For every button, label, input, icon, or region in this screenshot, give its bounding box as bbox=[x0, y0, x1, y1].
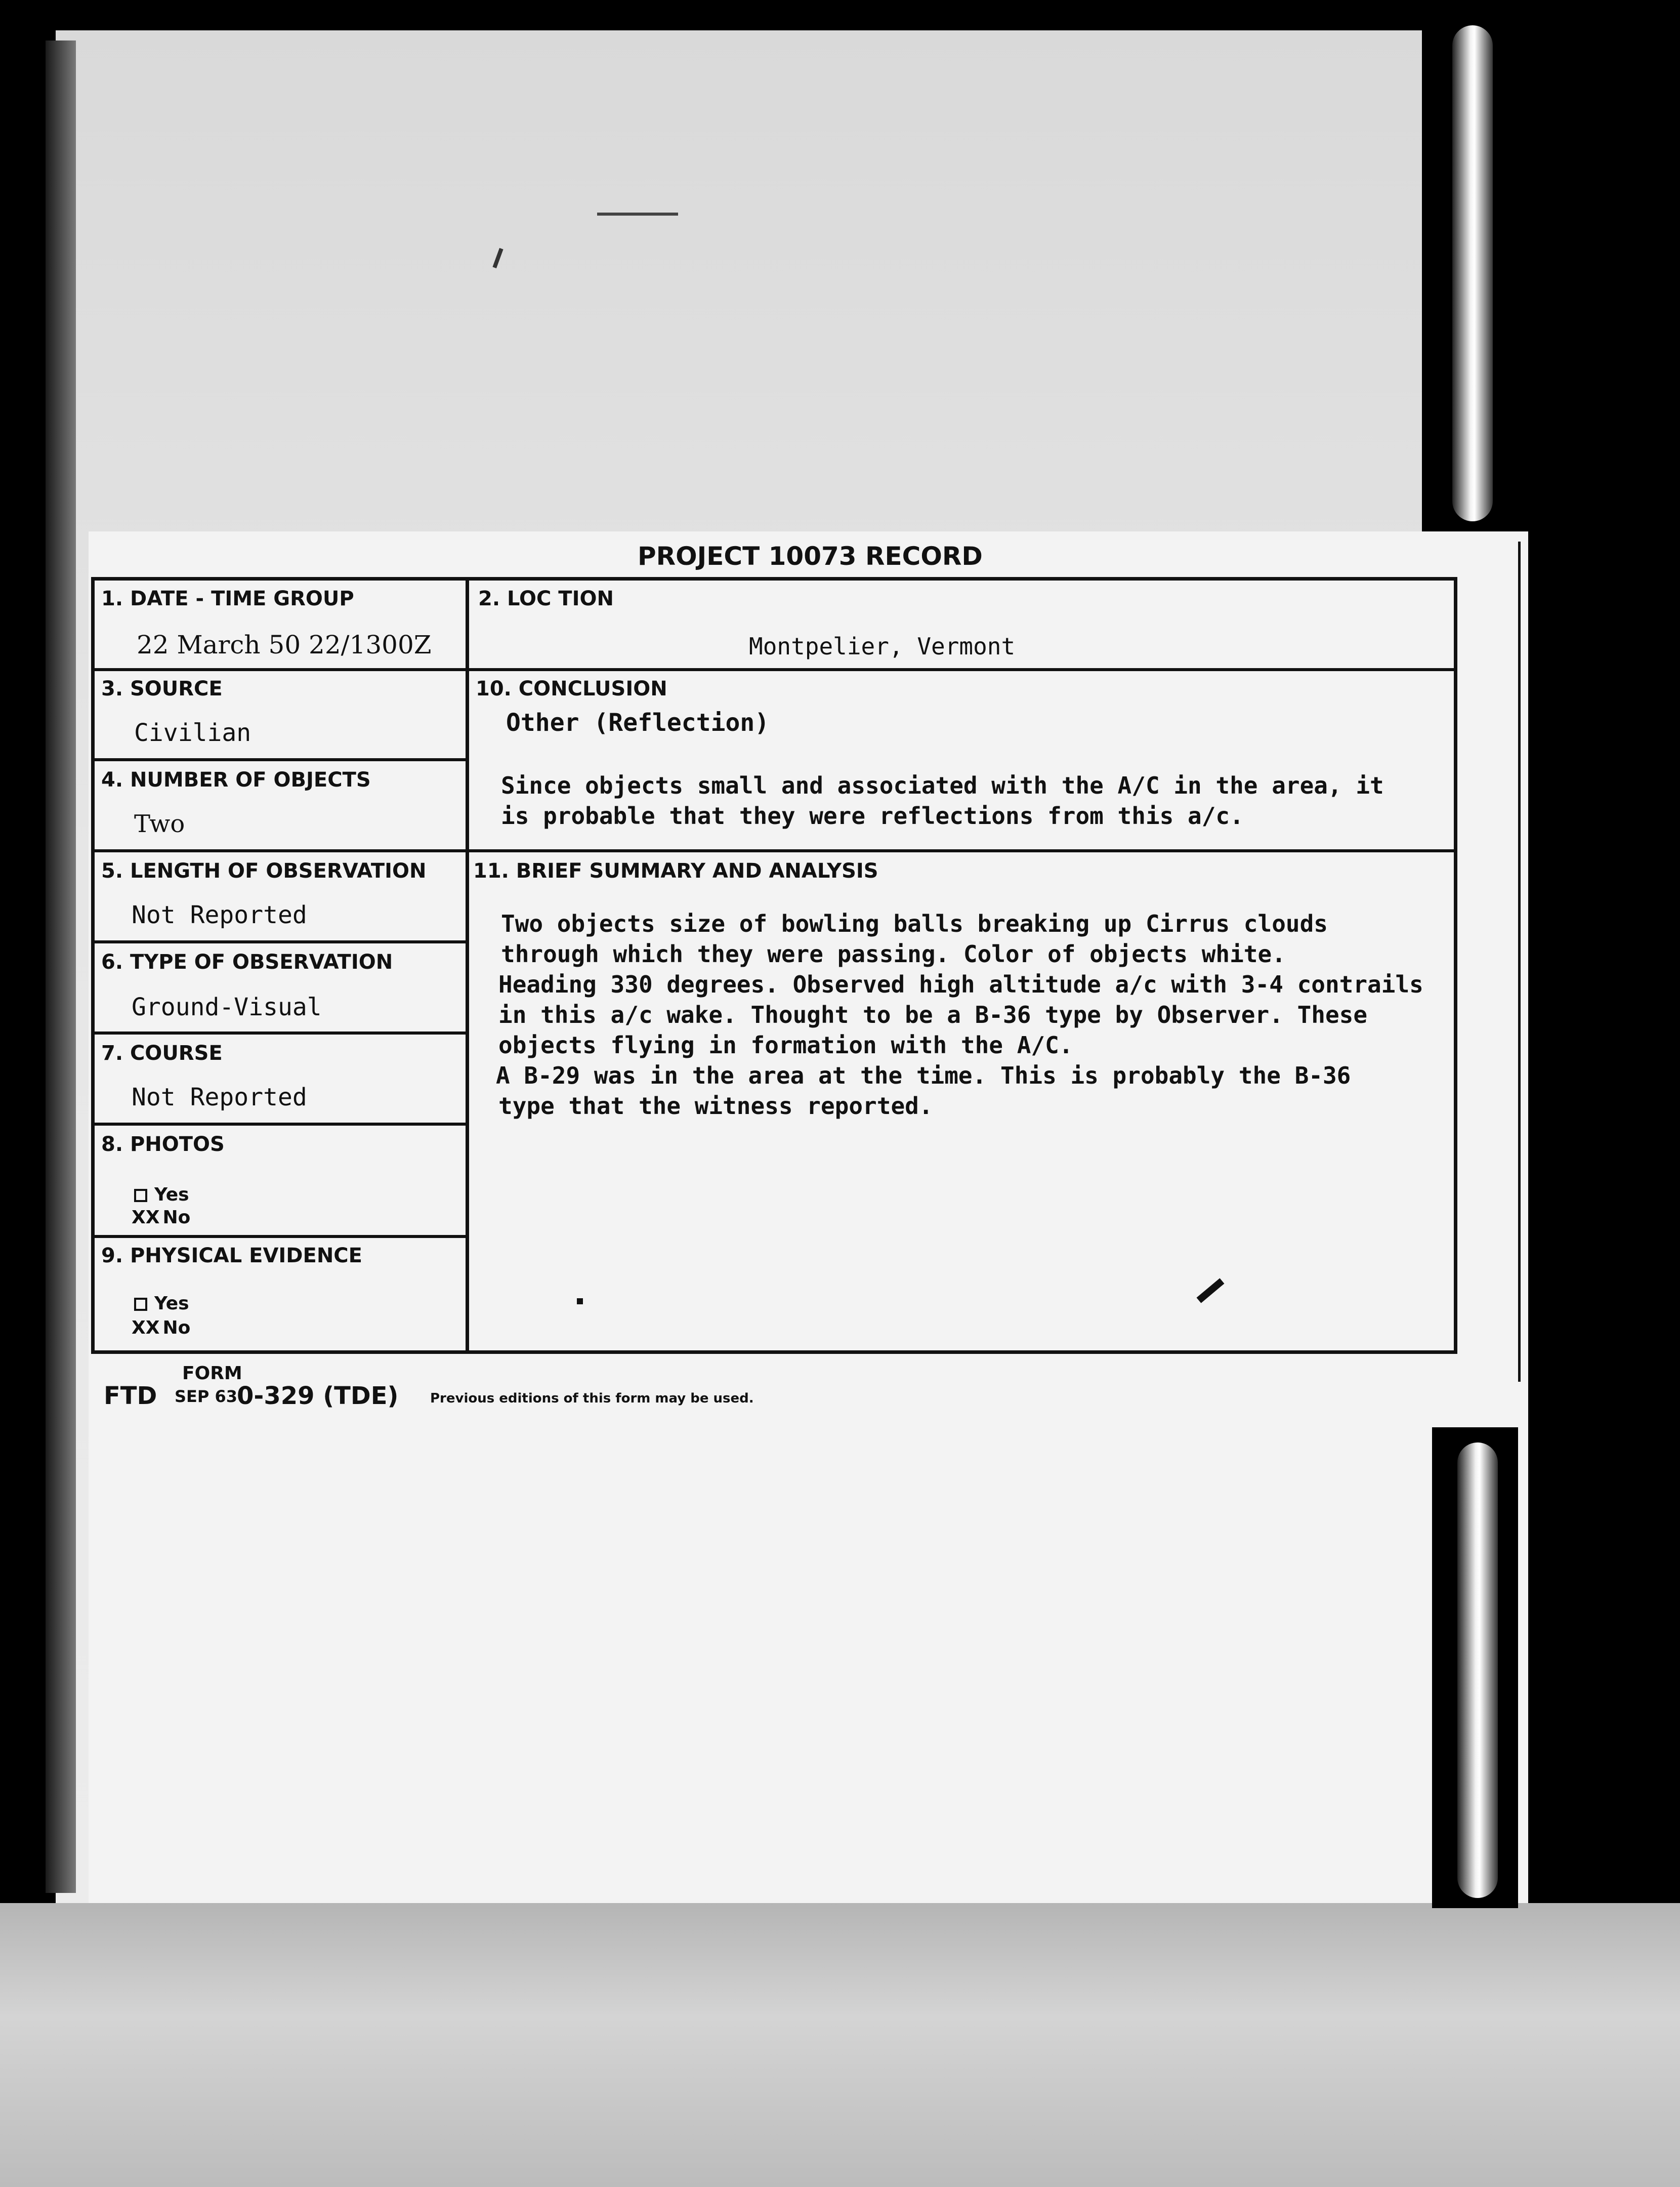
date-value: 22 March 50 22/1300Z bbox=[137, 630, 432, 659]
objects-value: Two bbox=[134, 810, 185, 838]
summary-line-6: A B-29 was in the area at the time. This is probably the B-36 bbox=[496, 1062, 1351, 1089]
length-value: Not Reported bbox=[132, 901, 307, 929]
footer-ftd: FTD bbox=[104, 1382, 157, 1410]
footer-note: Previous editions of this form may be used. bbox=[430, 1391, 754, 1406]
physical-no-mark: XX bbox=[132, 1317, 160, 1338]
summary-line-3: Heading 330 degrees. Observed high altitude a/c with 3-4 contrails bbox=[498, 971, 1423, 998]
date-label: 1. DATE - TIME GROUP bbox=[101, 587, 354, 610]
conclusion-line-1: Since objects small and associated with the A/C in the area, it bbox=[501, 772, 1384, 799]
summary-line-4: in this a/c wake. Thought to be a B-36 type by Observer. These bbox=[498, 1001, 1368, 1028]
physical-yes-checkbox bbox=[134, 1298, 147, 1311]
type-value: Ground-Visual bbox=[132, 993, 322, 1021]
course-value: Not Reported bbox=[132, 1083, 307, 1111]
card-right-edge bbox=[1518, 542, 1521, 1382]
type-label: 6. TYPE OF OBSERVATION bbox=[101, 951, 393, 974]
source-label: 3. SOURCE bbox=[101, 677, 223, 700]
physical-yes-option bbox=[134, 1293, 189, 1314]
conclusion-label: 10. CONCLUSION bbox=[476, 677, 667, 700]
photos-no-text: No bbox=[162, 1207, 191, 1228]
location-label: 2. LOC TION bbox=[478, 587, 614, 610]
physical-yes-text: Yes bbox=[154, 1293, 189, 1314]
paper-edge-shadow bbox=[46, 40, 76, 1893]
length-label: 5. LENGTH OF OBSERVATION bbox=[101, 859, 427, 883]
stray-mark bbox=[577, 1298, 583, 1304]
stray-mark bbox=[597, 213, 678, 216]
source-value: Civilian bbox=[134, 719, 251, 747]
binder-slot-top bbox=[1452, 25, 1493, 521]
binder-slot-bottom bbox=[1457, 1442, 1498, 1898]
photos-yes-option bbox=[134, 1184, 189, 1205]
objects-label: 4. NUMBER OF OBJECTS bbox=[101, 768, 371, 792]
photos-yes-checkbox bbox=[134, 1189, 147, 1202]
summary-line-1: Two objects size of bowling balls breaking up Cirrus clouds bbox=[501, 910, 1328, 937]
photos-no-mark: XX bbox=[132, 1207, 160, 1228]
photos-label: 8. PHOTOS bbox=[101, 1133, 225, 1156]
course-label: 7. COURSE bbox=[101, 1042, 223, 1065]
photos-yes-text: Yes bbox=[154, 1184, 189, 1205]
physical-no-option bbox=[132, 1317, 190, 1338]
summary-line-5: objects flying in formation with the A/C. bbox=[498, 1031, 1073, 1059]
summary-line-2: through which they were passing. Color of objects white. bbox=[501, 940, 1286, 968]
physical-label: 9. PHYSICAL EVIDENCE bbox=[101, 1244, 362, 1267]
summary-line-7: type that the witness reported. bbox=[498, 1092, 933, 1120]
footer-date-code: SEP 63 bbox=[175, 1387, 238, 1406]
physical-no-text: No bbox=[162, 1317, 191, 1338]
conclusion-value: Other (Reflection) bbox=[506, 709, 770, 737]
bottom-paper-band bbox=[0, 1903, 1680, 2187]
form-title: PROJECT 10073 RECORD bbox=[638, 542, 983, 571]
photos-no-option bbox=[132, 1207, 190, 1228]
footer-form-number: 0-329 (TDE) bbox=[237, 1382, 399, 1410]
summary-label: 11. BRIEF SUMMARY AND ANALYSIS bbox=[473, 859, 878, 883]
conclusion-line-2: is probable that they were reflections from this a/c. bbox=[501, 802, 1244, 830]
location-value: Montpelier, Vermont bbox=[749, 633, 1016, 660]
footer-form-word: FORM bbox=[182, 1363, 242, 1384]
